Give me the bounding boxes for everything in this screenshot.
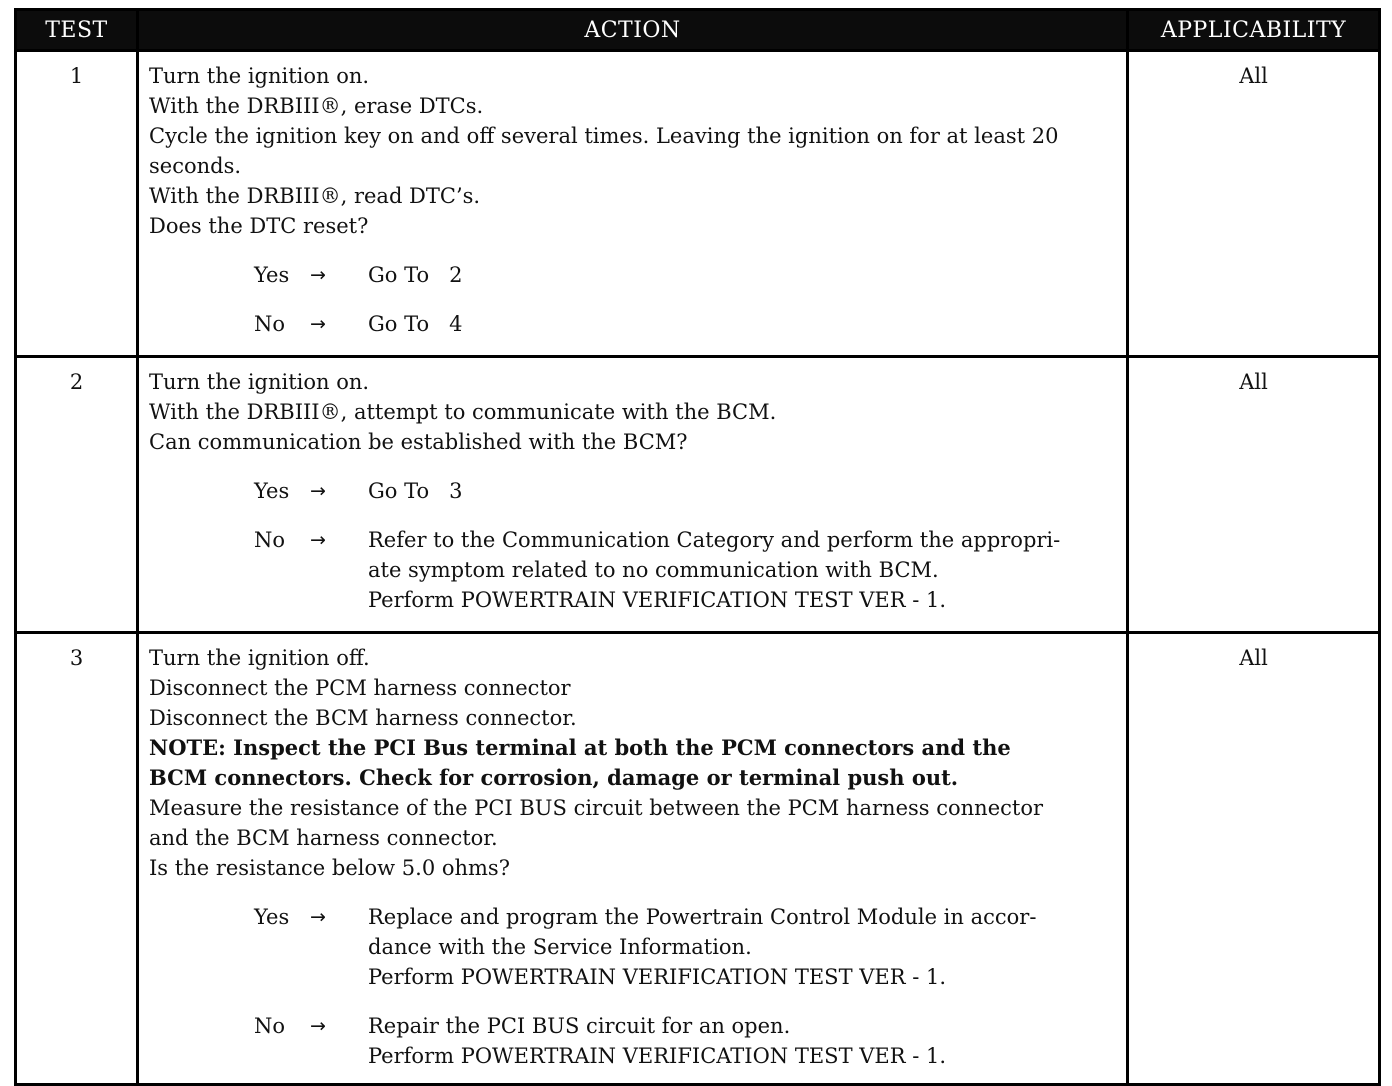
no-result: [368, 1011, 1118, 1071]
no-branch: [254, 1011, 1118, 1071]
action-step: With the DRBIII®, attempt to communicate with the BCM.: [149, 400, 777, 424]
test-number: 1: [16, 51, 138, 357]
right-arrow-icon: →: [310, 313, 326, 335]
action-step: With the DRBIII®, read DTC’s.: [149, 184, 481, 208]
yes-branch: [254, 902, 1118, 992]
action-step: and the BCM harness connector.: [149, 826, 498, 850]
note-text: NOTE: Inspect the PCI Bus terminal at both the PCM connectors and the: [149, 735, 1011, 760]
result-line: Go To 4: [368, 312, 463, 336]
test-number: 2: [16, 357, 138, 633]
header-test: TEST: [16, 10, 138, 51]
no-result: [368, 309, 1118, 339]
result-line: Perform POWERTRAIN VERIFICATION TEST VER - 1.: [368, 965, 947, 989]
note-text: BCM connectors. Check for corrosion, damage or terminal push out.: [149, 765, 959, 790]
no-label: No: [254, 1014, 286, 1038]
result-line: Replace and program the Powertrain Control Module in accor-: [368, 905, 1037, 929]
yes-branch: [254, 476, 1118, 506]
action-step: Turn the ignition on.: [149, 370, 370, 394]
no-label: No: [254, 312, 286, 336]
action-step: With the DRBIII®, erase DTCs.: [149, 94, 484, 118]
test-row-1: [16, 51, 1380, 357]
diagnostic-test-table-wrapper: [14, 8, 1378, 1086]
header-row: [16, 10, 1380, 51]
result-line: Perform POWERTRAIN VERIFICATION TEST VER - 1.: [368, 588, 947, 612]
result-line: Go To 2: [368, 263, 463, 287]
action-step: Does the DTC reset?: [149, 214, 369, 238]
yes-label: Yes: [254, 479, 290, 503]
action-cell: [138, 357, 1128, 633]
action-step: Turn the ignition off.: [149, 646, 370, 670]
result-line: Go To 3: [368, 479, 463, 503]
applicability-value: All: [1128, 357, 1380, 633]
result-line: Repair the PCI BUS circuit for an open.: [368, 1014, 791, 1038]
result-line: dance with the Service Information.: [368, 935, 752, 959]
right-arrow-icon: →: [310, 264, 326, 286]
action-cell: [138, 51, 1128, 357]
no-label: No: [254, 528, 286, 552]
right-arrow-icon: →: [310, 480, 326, 502]
header-applicability: APPLICABILITY: [1128, 10, 1380, 51]
right-arrow-icon: →: [310, 529, 326, 551]
right-arrow-icon: →: [310, 1015, 326, 1037]
action-step: Cycle the ignition key on and off several times. Leaving the ignition on for at least 20: [149, 124, 1059, 148]
result-line: Refer to the Communication Category and perform the appropri-: [368, 528, 1061, 552]
action-step: Disconnect the PCM harness connector: [149, 676, 571, 700]
result-line: ate symptom related to no communication with BCM.: [368, 558, 939, 582]
right-arrow-icon: →: [310, 906, 326, 928]
test-row-2: [16, 357, 1380, 633]
yes-result: [368, 476, 1118, 506]
action-step: Disconnect the BCM harness connector.: [149, 706, 577, 730]
action-step: Turn the ignition on.: [149, 64, 370, 88]
action-step: Measure the resistance of the PCI BUS circuit between the PCM harness connector: [149, 796, 1044, 820]
result-line: Perform POWERTRAIN VERIFICATION TEST VER - 1.: [368, 1044, 947, 1068]
test-number: 3: [16, 633, 138, 1085]
applicability-value: All: [1128, 51, 1380, 357]
action-step: seconds.: [149, 154, 242, 178]
no-branch: [254, 525, 1118, 615]
yes-label: Yes: [254, 905, 290, 929]
applicability-value: All: [1128, 633, 1380, 1085]
yes-result: [368, 902, 1118, 992]
no-result: [368, 525, 1118, 615]
diagnostic-test-table: [14, 8, 1381, 1086]
yes-label: Yes: [254, 263, 290, 287]
action-step: Is the resistance below 5.0 ohms?: [149, 856, 510, 880]
header-action: ACTION: [138, 10, 1128, 51]
yes-branch: [254, 260, 1118, 290]
test-row-3: [16, 633, 1380, 1085]
yes-result: [368, 260, 1118, 290]
action-cell: [138, 633, 1128, 1085]
action-step: Can communication be established with the BCM?: [149, 430, 688, 454]
no-branch: [254, 309, 1118, 339]
